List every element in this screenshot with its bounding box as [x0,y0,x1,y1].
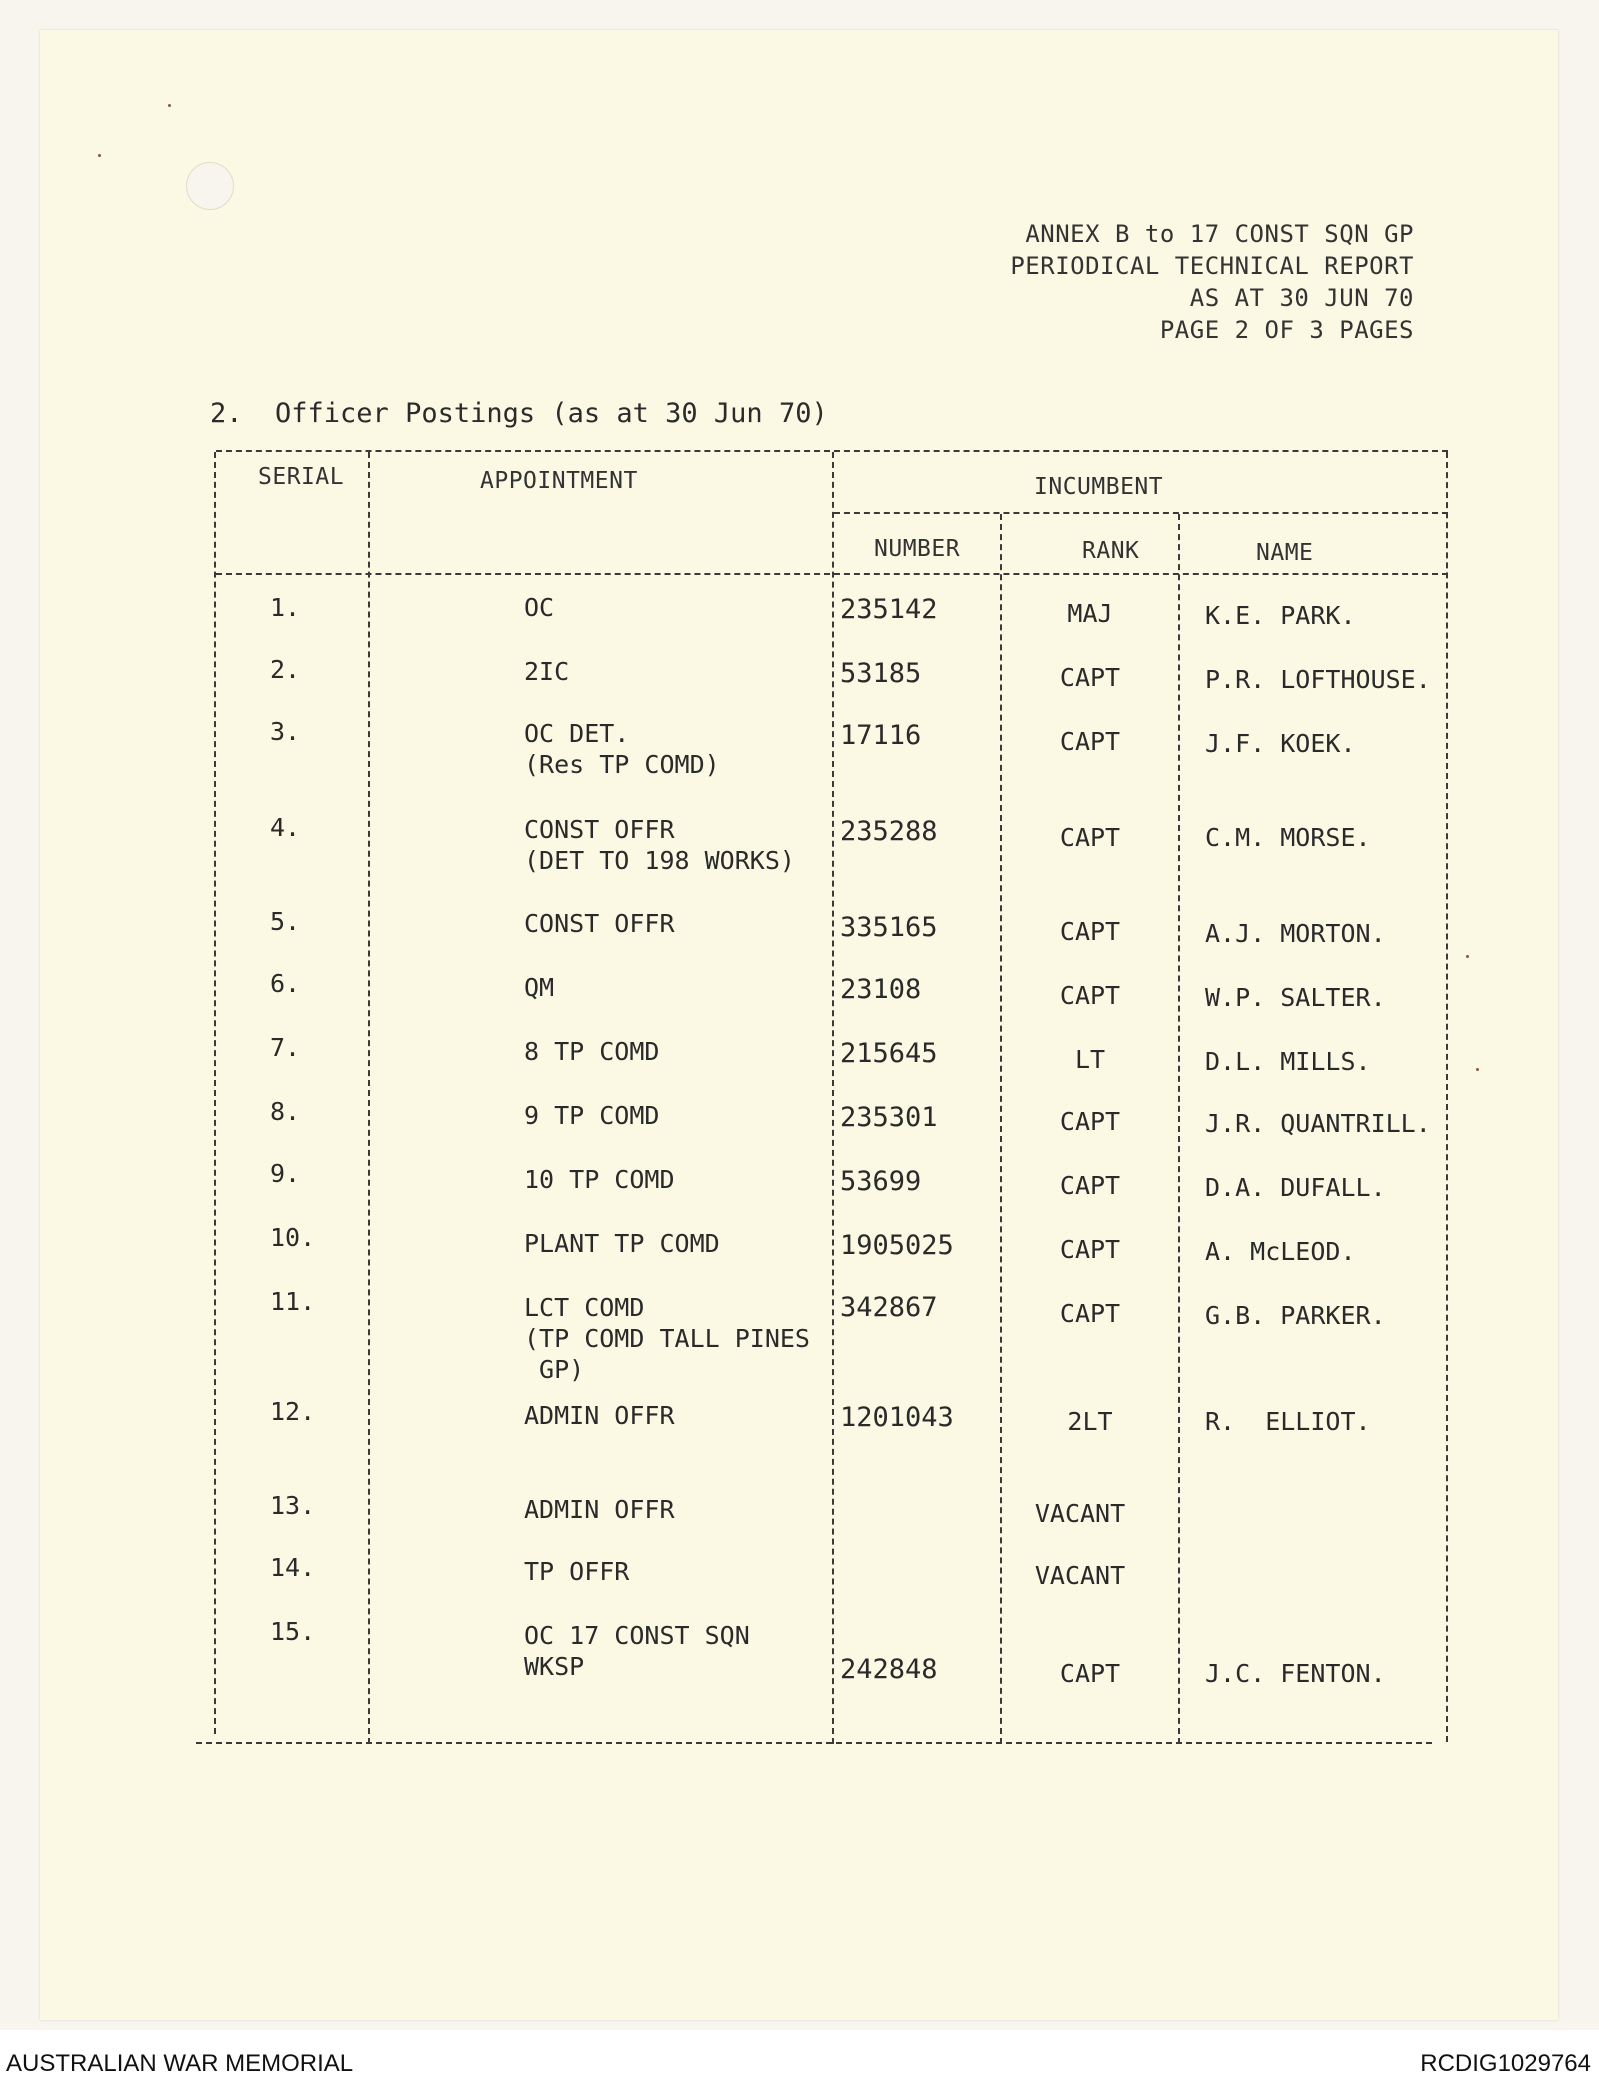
rank-cell: CAPT [1059,1659,1121,1688]
rank-cell: CAPT [1059,917,1121,946]
rank-cell: CAPT [1059,823,1121,852]
appointment-cell: CONST OFFR [524,909,675,938]
number-cell: 235288 [840,816,938,847]
appointment-cell: TP OFFR [524,1557,630,1586]
archive-id: RCDIG1029764 [1420,2050,1591,2077]
serial-cell: 13. [270,1491,316,1520]
header-line: PAGE 2 OF 3 PAGES [1159,316,1414,344]
appointment-cell: 9 TP COMD [524,1101,660,1130]
section-title: 2. Officer Postings (as at 30 Jun 70) [210,398,828,429]
header-line: ANNEX B to 17 CONST SQN GP [1025,220,1414,248]
rank-cell: CAPT [1059,1299,1121,1328]
rank-cell: CAPT [1059,1107,1121,1136]
serial-cell: 15. [270,1617,316,1646]
appointment-cell: LCT COMD (TP COMD TALL PINES GP) [524,1293,810,1384]
appointment-cell: OC [524,593,555,622]
rank-cell: CAPT [1059,727,1121,756]
number-cell: 215645 [840,1038,938,1069]
appointment-cell: 2IC [524,657,570,686]
serial-cell: 9. [270,1159,301,1188]
incumbent-column-header: INCUMBENT [1034,474,1164,500]
number-column-header: NUMBER [874,536,961,562]
serial-cell: 3. [270,717,301,746]
rank-cell: LT [1074,1045,1106,1074]
archive-credit: AUSTRALIAN WAR MEMORIAL [6,2050,354,2077]
name-cell: J.R. QUANTRILL. [1205,1109,1431,1138]
appointment-cell: CONST OFFR (DET TO 198 WORKS) [524,815,795,875]
rank-column-header: RANK [1082,538,1140,564]
number-cell: 235142 [840,594,938,625]
serial-cell: 5. [270,907,301,936]
appointment-cell: PLANT TP COMD [524,1229,720,1258]
name-column-header: NAME [1256,540,1314,566]
number-cell: 53185 [840,658,922,689]
number-cell: 342867 [840,1292,938,1323]
name-cell: D.L. MILLS. [1205,1047,1371,1076]
rank-cell: CAPT [1059,1171,1121,1200]
appointment-divider [832,452,834,1744]
name-cell: K.E. PARK. [1205,601,1356,630]
appointment-cell: 10 TP COMD [524,1165,675,1194]
left-border [214,452,216,1734]
rank-cell: CAPT [1059,981,1121,1010]
name-cell: R. ELLIOT. [1205,1407,1371,1436]
number-cell: 1201043 [840,1402,954,1433]
number-cell: 235301 [840,1102,938,1133]
number-cell: 242848 [840,1654,938,1685]
header-line: PERIODICAL TECHNICAL REPORT [1010,252,1414,280]
appointment-cell: ADMIN OFFR [524,1495,675,1524]
right-border [1446,452,1448,1742]
serial-cell: 6. [270,969,301,998]
serial-cell: 4. [270,813,301,842]
appointment-cell: OC 17 CONST SQN WKSP [524,1621,750,1681]
header-line: AS AT 30 JUN 70 [1189,284,1414,312]
number-cell: 53699 [840,1166,922,1197]
serial-cell: 11. [270,1287,316,1316]
name-cell: A.J. MORTON. [1205,919,1386,948]
name-cell: J.F. KOEK. [1205,729,1356,758]
number-cell: 335165 [840,912,938,943]
serial-cell: 8. [270,1097,301,1126]
name-cell: A. McLEOD. [1205,1237,1356,1266]
serial-cell: 2. [270,655,301,684]
number-cell: 23108 [840,974,922,1005]
serial-cell: 10. [270,1223,316,1252]
number-cell: 17116 [840,720,922,751]
rank-cell: CAPT [1059,1235,1121,1264]
incumbent-divider [834,512,1448,514]
rank-cell: CAPT [1059,663,1121,692]
rank-cell: 2LT [1067,1407,1113,1436]
appointment-cell: QM [524,973,555,1002]
rank-cell: VACANT [1034,1561,1126,1590]
serial-column-header: SERIAL [258,464,345,490]
serial-cell: 7. [270,1033,301,1062]
number-cell: 1905025 [840,1230,954,1261]
name-cell: C.M. MORSE. [1205,823,1371,852]
appointment-cell: 8 TP COMD [524,1037,660,1066]
name-cell: J.C. FENTON. [1205,1659,1386,1688]
appointment-cell: OC DET. (Res TP COMD) [524,719,720,779]
name-cell: D.A. DUFALL. [1205,1173,1386,1202]
name-cell: G.B. PARKER. [1205,1301,1386,1330]
appointment-cell: ADMIN OFFR [524,1401,675,1430]
appointment-column-header: APPOINTMENT [480,468,638,494]
table-bottom-border [196,1742,1432,1744]
name-cell: P.R. LOFTHOUSE. [1205,665,1431,694]
rank-cell: MAJ [1067,599,1113,628]
serial-cell: 1. [270,593,301,622]
serial-cell: 12. [270,1397,316,1426]
rank-cell: VACANT [1034,1499,1126,1528]
serial-cell: 14. [270,1553,316,1582]
serial-divider [368,452,370,1744]
name-cell: W.P. SALTER. [1205,983,1386,1012]
